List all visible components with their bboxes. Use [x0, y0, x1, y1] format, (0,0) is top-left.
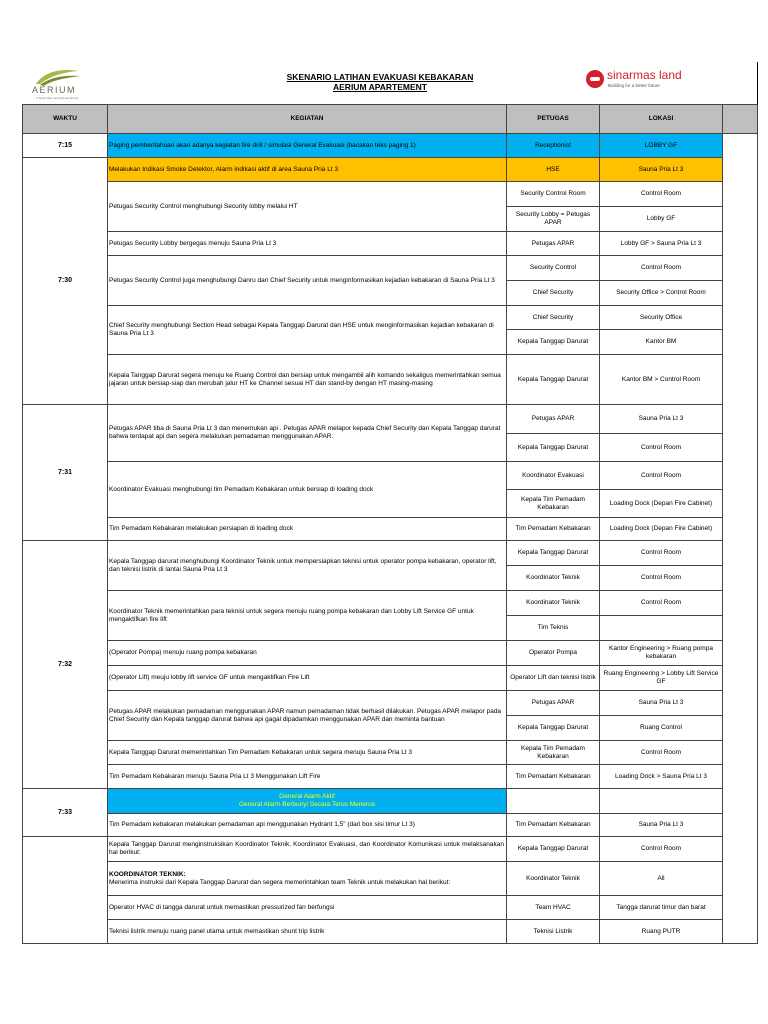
- location-cell: Control Room: [600, 434, 723, 462]
- location-cell: Kantor BM > Control Room: [600, 355, 723, 405]
- table-row: [23, 765, 758, 789]
- activity-cell: Kepala Tanggap Darurat segera menuju ke Ruang Control dan bersiap untuk mengambil alih komando sekaligus memerintahkan semua jajaran untuk bersiap-siap dan merubah jalur HT ke Channel sesuai HT dan stand-by dengan HT masing-masing: [108, 355, 507, 405]
- officer-cell: Kepala Tim Pemadam Kebakaran: [507, 741, 600, 765]
- location-cell: LOBBY GF: [600, 134, 723, 158]
- officer-cell: Koordinator Teknik: [507, 591, 600, 616]
- table-row: [23, 182, 758, 207]
- officer-cell: HSE: [507, 158, 600, 182]
- activity-cell: (Operator Pompa) menuju ruang pompa kebakaran: [108, 641, 507, 666]
- table-row: [23, 691, 758, 716]
- location-cell: Security Office: [600, 306, 723, 330]
- officer-cell: Teknisi Listrik: [507, 920, 600, 944]
- officer-cell: Koordinator Evakuasi: [507, 462, 600, 490]
- activity-cell: Petugas Security Lobby bergegas menuju Sauna Pria Lt 3: [108, 232, 507, 256]
- officer-cell: Petugas APAR: [507, 405, 600, 434]
- location-cell: Control Room: [600, 182, 723, 207]
- location-cell: Control Room: [600, 462, 723, 490]
- location-cell: Lobby GF: [600, 207, 723, 232]
- activity-cell: Tim Pemadam Kebakaran melakukan persiapan di loading dock: [108, 518, 507, 541]
- alarm-line-1: General Alarm Aktif: [279, 793, 335, 801]
- officer-cell: Chief Security: [507, 281, 600, 306]
- location-cell: Tangga darurat timur dan barat: [600, 896, 723, 920]
- time-cell: 7:15: [23, 134, 108, 158]
- sinarmas-logo-tagline: Building for a better future: [608, 83, 660, 88]
- table-row: [23, 256, 758, 281]
- officer-cell: Kepala Tim Pemadam Kebakaran: [507, 490, 600, 518]
- table-row: [23, 896, 758, 920]
- officer-cell: Kepala Tanggap Darurat: [507, 716, 600, 741]
- table-header-row: [23, 105, 758, 134]
- location-cell: Security Office > Control Room: [600, 281, 723, 306]
- column-header-lokasi: LOKASI: [600, 105, 723, 134]
- table-row: [23, 462, 758, 490]
- activity-cell: Petugas APAR tiba di Sauna Pria Lt 3 dan menemukan api . Petugas APAR melapor kepada Chief Security dan Kepala Tanggap darurat bahwa terdapat api dan segera melakukan pemadaman menggunakan APAR.: [108, 405, 507, 462]
- alarm-banner-cell: [108, 789, 507, 814]
- location-cell: Ruang Control: [600, 716, 723, 741]
- table-row: [23, 518, 758, 541]
- table-row: [23, 134, 758, 158]
- officer-cell: Kepala Tanggap Darurat: [507, 355, 600, 405]
- header-vertical-rule: [757, 62, 758, 104]
- officer-cell: Kepala Tanggap Darurat: [507, 837, 600, 862]
- activity-cell: Tim Pemadam kebakaran melakukan pemadaman api menggunakan Hydrant 1,5" (dari box sisi timur Lt 3): [108, 814, 507, 837]
- aerium-logo-name: AERIUM: [32, 85, 77, 95]
- officer-cell: Petugas APAR: [507, 232, 600, 256]
- officer-cell: Tim Pemadam Kebakaran: [507, 765, 600, 789]
- time-cell: 7:31: [23, 405, 108, 541]
- column-header-blank: [723, 105, 758, 134]
- location-cell: Loading Dock > Sauna Pria Lt 3: [600, 765, 723, 789]
- table-row: [23, 232, 758, 256]
- officer-cell: Koordinator Teknik: [507, 862, 600, 896]
- location-cell: Loading Dock (Depan Fire Cabinet): [600, 490, 723, 518]
- activity-cell: Kepala Tanggap Darurat menginstruksikan Koordinator Teknik, Koordinator Evakuasi, dan Koordinator Komunikasi untuk melaksanakan hal berikut:: [108, 837, 507, 862]
- location-cell: Control Room: [600, 256, 723, 281]
- document-title: [230, 72, 530, 92]
- officer-cell: Kepala Tanggap Darurat: [507, 330, 600, 355]
- location-cell: Loading Dock (Depan Fire Cabinet): [600, 518, 723, 541]
- table-row: [23, 862, 758, 896]
- activity-cell: Tim Pemadam Kebakaran menuju Sauna Pria Lt 3 Menggunakan Lift Fire: [108, 765, 507, 789]
- location-cell: Ruang PUTR: [600, 920, 723, 944]
- location-cell: Control Room: [600, 566, 723, 591]
- activity-cell: Operator HVAC di tangga darurat untuk memastikan pressurized fan berfungsi: [108, 896, 507, 920]
- officer-cell: Tim Teknis: [507, 616, 600, 641]
- coordinator-instruction: Menerima instruksi dari Kepala Tanggap Darurat dan segera memerintahkan team Teknik untuk melakukan hal berikut:: [109, 878, 451, 886]
- activity-cell: Kepala Tanggap Darurat memerintahkan Tim Pemadam Kebakaran untuk segera menuju Sauna Pria Lt 3: [108, 741, 507, 765]
- activity-cell: (Operator Lift) meuju lobby lift service GF untuk mengaktifkan Fire Lift: [108, 666, 507, 691]
- activity-cell: Petugas Security Control menghubungi Security lobby melalui HT: [108, 182, 507, 232]
- activity-cell: Kepala Tanggap darurat menghubungi Koordinator Teknik untuk mempersiapkan teknisi untuk operator pompa kebakaran, operator lift, dan teknisi listrik di lantai Sauna Pria Lt 3: [108, 541, 507, 591]
- officer-cell: Security Control Room: [507, 182, 600, 207]
- table-row: [23, 641, 758, 666]
- activity-cell: Koordinator Teknik memerintahkan para teknisi untuk segera menuju ruang pompa kebakaran dan Lobby Lift Service GF untuk mengaktifkan fire lift: [108, 591, 507, 641]
- activity-cell: Teknisi listrik menuju ruang panel utama untuk memastikan shunt trip listrik: [108, 920, 507, 944]
- coordinator-title: KOORDINATOR TEKNIK:: [109, 870, 186, 878]
- column-header-petugas: PETUGAS: [507, 105, 600, 134]
- evacuation-schedule-table: [22, 104, 758, 944]
- location-cell: Sauna Pria Lt 3: [600, 691, 723, 716]
- table-row: [23, 405, 758, 434]
- activity-cell: Koordinator Evakuasi menghubungi tim Pemadam Kebakaran untuk bersiap di loading dock: [108, 462, 507, 518]
- officer-cell: Tim Pemadam Kebakaran: [507, 814, 600, 837]
- blank-column-cell: [723, 134, 758, 944]
- activity-cell: Paging pemberitahuan akan adanya kegiatan fire drill / simulasi General Evakuasi (bacakan teks paging 1): [108, 134, 507, 158]
- officer-cell: Petugas APAR: [507, 691, 600, 716]
- time-cell: 7:30: [23, 158, 108, 405]
- activity-cell: Chief Security menghubungi Section Head sebagai Kepala Tanggap Darurat dan HSE untuk menginformasikan kejadian kebakaran di Sauna Pria Lt 3: [108, 306, 507, 355]
- table-row: [23, 814, 758, 837]
- table-row: [23, 355, 758, 405]
- time-cell: [23, 837, 108, 944]
- location-cell: Sauna Pria Lt 3: [600, 814, 723, 837]
- table-row: [23, 741, 758, 765]
- officer-cell: Chief Security: [507, 306, 600, 330]
- column-header-waktu: WAKTU: [23, 105, 108, 134]
- location-cell: Kantor BM: [600, 330, 723, 355]
- location-cell: [600, 789, 723, 814]
- officer-cell: Kepala Tanggap Darurat: [507, 434, 600, 462]
- location-cell: [600, 616, 723, 641]
- activity-cell: [108, 862, 507, 896]
- column-header-kegiatan: KEGIATAN: [108, 105, 507, 134]
- aerium-logo: [30, 66, 86, 102]
- officer-cell: Tim Pemadam Kebakaran: [507, 518, 600, 541]
- location-cell: Control Room: [600, 591, 723, 616]
- officer-cell: Kepala Tanggap Darurat: [507, 541, 600, 566]
- activity-cell: Melakukan Indikasi Smoke Detektor, Alarm indikasi aktif di area Sauna Pria Lt 3: [108, 158, 507, 182]
- sinarmas-emblem-icon: [586, 70, 604, 88]
- activity-cell: Petugas Security Control juga menghubungi Danru dan Chief Security untuk menginformasikan kejadian kebakaran di Sauna Pria Lt 3: [108, 256, 507, 306]
- location-cell: Kantor Engineering > Ruang pompa kebakaran: [600, 641, 723, 666]
- officer-cell: Security Lobby = Petugas APAR: [507, 207, 600, 232]
- location-cell: Lobby GF > Sauna Pria Lt 3: [600, 232, 723, 256]
- location-cell: All: [600, 862, 723, 896]
- officer-cell: Operator Pompa: [507, 641, 600, 666]
- location-cell: Control Room: [600, 741, 723, 765]
- title-line-2: AERIUM APARTEMENT: [333, 82, 427, 92]
- officer-cell: Receptionist: [507, 134, 600, 158]
- table-row: [23, 541, 758, 566]
- location-cell: Sauna Pria Lt 3: [600, 158, 723, 182]
- time-cell: 7:33: [23, 789, 108, 837]
- location-cell: Control Room: [600, 541, 723, 566]
- table-row: [23, 666, 758, 691]
- table-row: [23, 306, 758, 330]
- officer-cell: Operator Lift dan teknisi listrik: [507, 666, 600, 691]
- table-row: [23, 789, 758, 814]
- officer-cell: [507, 789, 600, 814]
- sinarmas-logo: [586, 70, 696, 94]
- table-row: [23, 837, 758, 862]
- officer-cell: Security Control: [507, 256, 600, 281]
- sinarmas-logo-name: sinarmas land: [607, 68, 682, 82]
- activity-cell: Petugas APAR melakukan pemadaman menggunakan APAR namun pemadaman tidak berhasil dilakukan. Petugas APAR melapor pada Chief Security dan Kepala tanggap darurat bahwa api gagal dipadamkan menggunakan APAR dan meminta bantuan: [108, 691, 507, 741]
- alarm-line-2: General Alarm Berbunyi Secara Terus Menerus: [238, 801, 376, 808]
- officer-cell: Koordinator Teknik: [507, 566, 600, 591]
- table-row: [23, 158, 758, 182]
- officer-cell: Team HVAC: [507, 896, 600, 920]
- table-row: [23, 591, 758, 616]
- location-cell: Ruang Engineering > Lobby Lift Service GF: [600, 666, 723, 691]
- table-row: [23, 920, 758, 944]
- title-line-1: SKENARIO LATIHAN EVAKUASI KEBAKARAN: [286, 72, 474, 82]
- time-cell: 7:32: [23, 541, 108, 789]
- aerium-logo-tagline: A Sinar Mas Land Development: [36, 96, 79, 100]
- location-cell: Control Room: [600, 837, 723, 862]
- location-cell: Sauna Pria Lt 3: [600, 405, 723, 434]
